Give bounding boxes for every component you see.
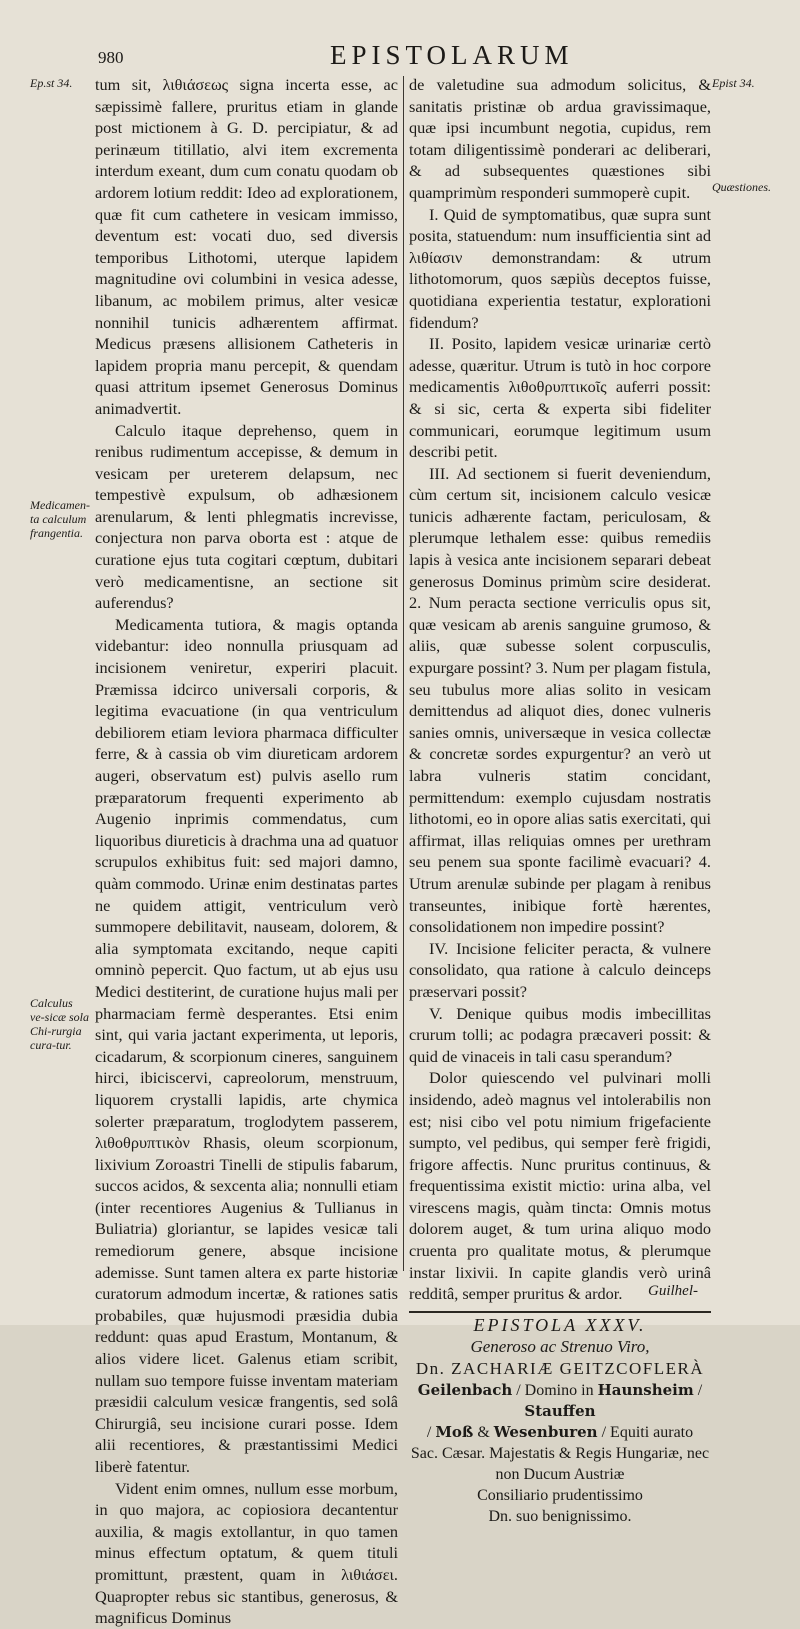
- margin-note-medicamenta: Medicamen-ta calculum frangentia.: [30, 498, 90, 540]
- epistle-heading-block: [409, 1311, 711, 1527]
- epistle-greeting: Generoso ac Strenuo Viro,: [470, 1337, 650, 1357]
- question-5: V. Denique quibus modis imbecillitas crurum tolli; ac podagra præcaveri possit: & quid de vinaceis in tali casu sperandum?: [409, 1003, 711, 1066]
- paragraph: de valetudine sua admodum solicitus, & sanitatis pristinæ ob ardua gravissimaque, quæ ipsi incumbunt negotia, cupidus, rem totam diligentissimè ponderari ac deliberari, & ad subsequentes quæstiones sibi quamprimùm responderi summoperè cupit.: [409, 75, 711, 202]
- right-column: [409, 74, 711, 1527]
- recipient-title-line-3: Sac. Cæsar. Majestatis & Regis Hungariæ, nec non Ducum Austriæ: [410, 1444, 710, 1483]
- column-divider: [403, 76, 404, 1271]
- page-number: 980: [98, 48, 124, 67]
- question-2: II. Posito, lapidem vesicæ urinariæ certò adesse, quæritur. Utrum is tutò in hoc corpore medicamentis λιθοθρυπτικοῖς auferri possit: & si sic, certa & experta sibi fideliter communicari, eorumque legitimum usum describi petit.: [409, 334, 711, 462]
- question-1: I. Quid de symptomatibus, quæ supra sunt posita, statuendum: num insufficientia sint ad λιθίασιν demonstrandam: & utrum lithotomorum, quos sæpiùs deceptos fuisse, quotidiana experientia testatur, explorationi fidendum?: [409, 204, 711, 332]
- left-column: [95, 74, 398, 1629]
- paragraph: Medicamenta tutiora, & magis optanda videbantur: ideo nonnulla priusquam ad incisionem veniretur, experiri placuit. Præmissa idcirco universali corporis, & legitima evacuatione (in qua ventriculum debiliorem etiam leviora pharmaca difficulter ferre, & à cassia ob vim diureticam ardorem augeri, observatum est) pulvis asello rum præparatorum frequenti experimento ab Augenio inprimis commendatus, cum liquoribus diureticis à drachma una ad quatuor scrupulos exhibitus fuit: sed majori damno, quàm commodo. Urinæ enim destinatas partes ne quidem attigit, ventriculum verò summopere debilitavit, nauseam, dolorem, & alia symptomata excitando, neque capiti omninò pepercit. Quo factum, ut ab ejus usu Medici destiterint, de curatione hujus mali per pharmaciam fermè desperantes. Etsi enim sint, qui varia jactant experimenta, ut leporis, cicadarum, & scorpionum cineres, sanguinem hirci, ibiciscervi, capreolorum, menstruum, liquorem crystalli lapidis, arte chymica solerter præparatum, troglodytem passerem, λιθοθρυπτικὸν Rhasis, oleum scorpionum, lixivium Zoroastri Tinelli de stipulis fabarum, succos acidos, & sexcenta alia; nonnulli etiam (inter recentiores Augenius & Tullianus in Buliatria) gloriantur, se lapides vesicæ tali remediorum genere, absque incisione ademisse. Sunt tamen altera ex parte historiæ curatorum admodum incertæ, & rationes satis probabiles, quæ hujusmodi præsidia dubia reddunt: quas apud Erastum, Montanum, & alios videre licet. Galenus etiam scribit, nullam suo tempore fuisse inventam materiam præsidii calculum vesicæ frangentis, sed solâ Chirurgiâ, seu incisione curari posse. Idem alii recentiores, & præstantissimi Medici liberè fatentur.: [95, 614, 398, 1476]
- recipient-title-line-5: Dn. suo benignissimo.: [488, 1507, 632, 1525]
- running-title: EPISTOLARUM: [330, 40, 574, 70]
- margin-note-epistle-right: Epist 34.: [712, 76, 755, 90]
- paragraph: Calculo itaque deprehenso, quem in renibus rudimentum accepisse, & demum in vesicam per ureterem delapsum, nec tempestivè expulsum, ob adhæsionem arenularum, & lenti phlegmatis increvisse, conjectura non parva oborta est : atque de curatione ejus tuta cogitari cœptum, dubitari verò medicamentisne, an sectione sit auferendus?: [95, 420, 398, 613]
- recipient-title-line-1: Geilenbach / Domino in Haunsheim / Stauffen: [417, 1380, 703, 1420]
- recipient-name: Dn. ZACHARIÆ GEITZCOFLERÀ: [415, 1359, 705, 1379]
- margin-note-calculus: Calculus ve-sicæ sola Chi-rurgia cura-tur.: [30, 996, 89, 1052]
- recipient-title-line-2: / Moß & Wesenburen / Equiti aurato: [426, 1422, 694, 1441]
- margin-note-quaestiones: Quæstiones.: [712, 180, 772, 194]
- margin-note-epistle-left: Ep.st 34.: [30, 76, 73, 90]
- paragraph: Vident enim omnes, nullum esse morbum, in quo majora, ac copiosiora decantentur auxilia, & magis extollantur, in quo tamen minus effectum optatum, & quem tituli promittunt, præstent, quam in λιθιάσει. Quapropter rebus sic stantibus, generosus, & magnificus Dominus: [95, 1478, 398, 1628]
- paragraph: Dolor quiescendo vel pulvinari molli insidendo, adeò magnus vel intolerabilis non est; nisi cibo vel potu nimium frigefaciente sumpto, vel pedibus, qui semper ferè frigidi, frigore affectis. Nunc pruritus continuus, & frequentissima existit mictio: urina alba, vel virescens magis, quàm tincta: Omnis motus dolorem auget, & tum urina aliquo modo cruenta pro qualitate motus, & plerumque instar lixivii. In capite glandis verò urinâ redditâ, semper pruritus & ardor.: [409, 1068, 711, 1304]
- question-3: III. Ad sectionem si fuerit deveniendum, cùm certum sit, incisionem calculo vesicæ tunicis adhærente factam, periculosam, & plerumque lethalem esse: quibus remediis lapis à vesica ante incisionem separari debeat generosus Dominus primùm scire desiderat. 2. Num peracta sectione verriculis opus sit, quæ vesicam ab arenis sanguine grumoso, & aliis, quæ subesse solent corpusculis, expurgare possint? 3. Num per plagam fistula, seu tubulus more alias solito in vesicam demittendus ad aliquot dies, donec vulneris sanies omnis, universæque in vesica collectæ & concretæ sordes expurgentur? an verò ut labra vulneris statim concidant, permittendum: exemplo cujusdam nostratis lithotomi, eo in opore alias satis exercitati, qui affirmat, illas reliquias omnes per urethram seu penem sua sponte facilimè evacuari? 4. Utrum arenulæ subinde per plagam à renibus transeuntes, inibique fortè hærentes, consolidationem non impedire possint?: [409, 463, 711, 937]
- question-4: IV. Incisione feliciter peracta, & vulnere consolidato, qua ratione à calculo deinceps præservari possit?: [409, 938, 711, 1001]
- paragraph: tum sit, λιθιάσεως signa incerta esse, ac sæpissimè fallere, pruritus etiam in glande post mictionem à G. D. percipiatur, & ad perinæum titillatio, alvi item excrementa interdum exeant, dum cum conatu quodam ob ardorem lotium reddit: Ideo ad explorationem, quæ fit cum cathetere in vesicam immisso, deventum est: vocati duo, sed diversis temporibus Lithotomi, uterque lapidem magnitudine ovi columbini in vesica adesse, libanum, ac mobilem primus, alter vesicæ nonnihil tunicis adhærentem affirmat. Medicus præsens allisionem Catheteris in lapidem propria manu percepit, & quendam quasi attritum ipsemet Generosus Dominus animadvertit.: [95, 75, 398, 418]
- recipient-title-line-4: Consiliario prudentissimo: [477, 1486, 643, 1504]
- catchword: Guilhel-: [648, 1283, 698, 1299]
- epistle-heading: EPISTOLA XXXV.: [409, 1311, 711, 1337]
